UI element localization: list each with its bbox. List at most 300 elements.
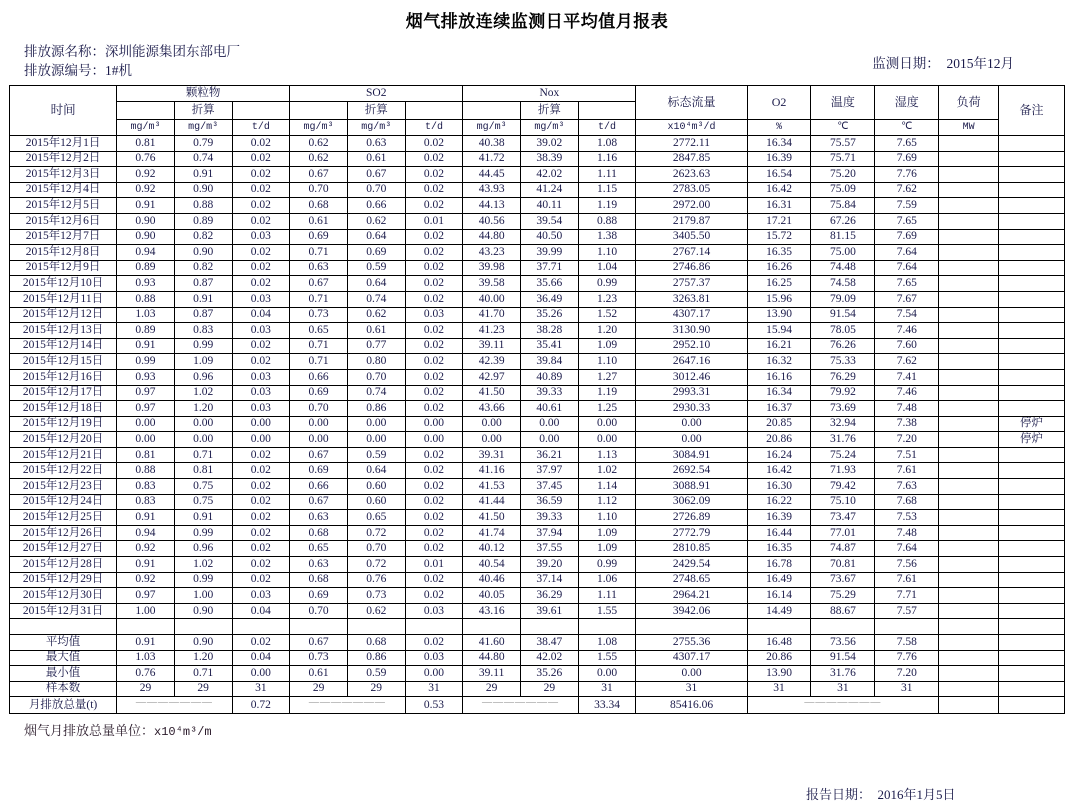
cell-load [939, 213, 999, 229]
cell-nox-raw: 0.00 [463, 416, 521, 432]
cell-flow: 2179.87 [636, 213, 747, 229]
cell-pm-raw: 0.00 [117, 416, 175, 432]
summary-cell-remark [998, 635, 1064, 651]
cell-nox-raw: 40.54 [463, 557, 521, 573]
cell-nox-raw: 43.23 [463, 245, 521, 261]
footnote-label: 烟气月排放总量单位： [24, 723, 155, 739]
cell-load [939, 510, 999, 526]
cell-flow: 3062.09 [636, 494, 747, 510]
summary-cell-flow: 31 [636, 681, 747, 697]
cell-pm-converted: 0.87 [174, 276, 232, 292]
cell-so2-raw: 0.63 [290, 260, 348, 276]
cell-load [939, 401, 999, 417]
cell-o2: 16.78 [747, 557, 811, 573]
cell-temperature: 75.00 [811, 245, 875, 261]
total-nox-td: 33.34 [578, 697, 636, 714]
cell-pm-converted: 0.91 [174, 510, 232, 526]
cell-nox-td: 1.38 [578, 229, 636, 245]
cell-o2: 13.90 [747, 307, 811, 323]
cell-nox-converted: 35.66 [521, 276, 579, 292]
cell-remark: 停炉 [998, 416, 1064, 432]
cell-remark [998, 401, 1064, 417]
cell-nox-converted: 39.84 [521, 354, 579, 370]
cell-load [939, 307, 999, 323]
cell-date: 2015年12月17日 [10, 385, 117, 401]
cell-temperature: 71.93 [811, 463, 875, 479]
summary-cell-nox-raw: 41.60 [463, 635, 521, 651]
summary-row [10, 681, 1065, 697]
table-row [10, 213, 1065, 229]
cell-load [939, 354, 999, 370]
cell-nox-td: 0.88 [578, 213, 636, 229]
cell-humidity: 7.20 [875, 432, 939, 448]
cell-remark [998, 276, 1064, 292]
cell-nox-converted: 35.41 [521, 338, 579, 354]
cell-temperature: 73.69 [811, 401, 875, 417]
cell-temperature: 76.26 [811, 338, 875, 354]
cell-so2-td: 0.02 [405, 494, 463, 510]
cell-so2-converted: 0.74 [347, 385, 405, 401]
subheader-nox-raw [463, 102, 521, 120]
table-row [10, 557, 1065, 573]
cell-load [939, 276, 999, 292]
cell-pm-raw: 0.91 [117, 510, 175, 526]
cell-remark [998, 525, 1064, 541]
summary-cell-so2-raw: 0.73 [290, 650, 348, 666]
spacer-cell [405, 619, 463, 635]
cell-nox-raw: 41.72 [463, 151, 521, 167]
cell-date: 2015年12月26日 [10, 525, 117, 541]
cell-pm-converted: 0.90 [174, 245, 232, 261]
cell-temperature: 88.67 [811, 603, 875, 619]
cell-remark [998, 229, 1064, 245]
cell-pm-td: 0.03 [232, 323, 290, 339]
cell-temperature: 75.20 [811, 167, 875, 183]
cell-so2-raw: 0.70 [290, 603, 348, 619]
cell-temperature: 75.29 [811, 588, 875, 604]
cell-pm-raw: 0.92 [117, 167, 175, 183]
cell-flow: 2623.63 [636, 167, 747, 183]
cell-pm-td: 0.02 [232, 354, 290, 370]
cell-so2-td: 0.02 [405, 572, 463, 588]
summary-cell-flow: 0.00 [636, 666, 747, 682]
cell-so2-raw: 0.62 [290, 136, 348, 152]
cell-so2-raw: 0.62 [290, 151, 348, 167]
cell-nox-td: 1.25 [578, 401, 636, 417]
cell-humidity: 7.62 [875, 182, 939, 198]
cell-nox-td: 1.10 [578, 245, 636, 261]
cell-nox-converted: 0.00 [521, 416, 579, 432]
summary-cell-flow: 4307.17 [636, 650, 747, 666]
unit-o2: % [747, 120, 811, 136]
cell-load [939, 385, 999, 401]
cell-remark [998, 167, 1064, 183]
cell-so2-td: 0.02 [405, 182, 463, 198]
cell-pm-converted: 0.79 [174, 136, 232, 152]
cell-nox-raw: 39.98 [463, 260, 521, 276]
summary-cell-humidity: 31 [875, 681, 939, 697]
cell-pm-td: 0.02 [232, 182, 290, 198]
footnote [0, 720, 1074, 739]
cell-temperature: 74.87 [811, 541, 875, 557]
cell-flow: 2952.10 [636, 338, 747, 354]
source-id-value: 1#机 [105, 63, 132, 78]
cell-so2-td: 0.03 [405, 603, 463, 619]
cell-nox-td: 1.08 [578, 136, 636, 152]
cell-pm-raw: 0.97 [117, 588, 175, 604]
table-row [10, 198, 1065, 214]
subheader-nox-converted: 折算 [521, 102, 579, 120]
table-row [10, 494, 1065, 510]
cell-nox-raw: 40.56 [463, 213, 521, 229]
cell-so2-raw: 0.65 [290, 323, 348, 339]
summary-cell-nox-raw: 29 [463, 681, 521, 697]
cell-temperature: 32.94 [811, 416, 875, 432]
summary-row [10, 635, 1065, 651]
cell-nox-raw: 41.16 [463, 463, 521, 479]
cell-so2-converted: 0.67 [347, 167, 405, 183]
cell-o2: 16.16 [747, 369, 811, 385]
summary-cell-load [939, 666, 999, 682]
cell-so2-td: 0.02 [405, 276, 463, 292]
cell-pm-td: 0.02 [232, 525, 290, 541]
cell-load [939, 369, 999, 385]
cell-pm-raw: 0.91 [117, 198, 175, 214]
cell-flow: 3088.91 [636, 479, 747, 495]
summary-cell-so2-raw: 0.61 [290, 666, 348, 682]
summary-cell-pm-raw: 0.76 [117, 666, 175, 682]
summary-cell-so2-raw: 0.67 [290, 635, 348, 651]
cell-so2-converted: 0.70 [347, 541, 405, 557]
cell-nox-td: 1.14 [578, 479, 636, 495]
summary-label: 最小值 [10, 666, 117, 682]
summary-cell-nox-td: 0.00 [578, 666, 636, 682]
cell-pm-td: 0.02 [232, 276, 290, 292]
table-row [10, 136, 1065, 152]
cell-pm-raw: 0.83 [117, 479, 175, 495]
cell-pm-raw: 0.93 [117, 369, 175, 385]
cell-o2: 20.85 [747, 416, 811, 432]
table-row [10, 447, 1065, 463]
cell-flow: 3012.46 [636, 369, 747, 385]
summary-cell-so2-converted: 29 [347, 681, 405, 697]
table-row [10, 603, 1065, 619]
cell-pm-converted: 1.00 [174, 588, 232, 604]
emission-report-table [9, 85, 1065, 714]
cell-date: 2015年12月24日 [10, 494, 117, 510]
cell-flow: 3130.90 [636, 323, 747, 339]
summary-cell-so2-td: 31 [405, 681, 463, 697]
cell-pm-td: 0.02 [232, 479, 290, 495]
header-temperature: 温度 [811, 86, 875, 120]
cell-load [939, 338, 999, 354]
cell-humidity: 7.69 [875, 229, 939, 245]
cell-so2-td: 0.00 [405, 432, 463, 448]
cell-nox-td: 1.16 [578, 151, 636, 167]
cell-load [939, 229, 999, 245]
summary-cell-remark [998, 666, 1064, 682]
cell-pm-td: 0.03 [232, 369, 290, 385]
cell-nox-raw: 44.45 [463, 167, 521, 183]
cell-pm-raw: 0.92 [117, 182, 175, 198]
cell-o2: 16.37 [747, 401, 811, 417]
cell-so2-td: 0.02 [405, 323, 463, 339]
summary-cell-temperature: 91.54 [811, 650, 875, 666]
cell-nox-raw: 41.53 [463, 479, 521, 495]
cell-date: 2015年12月13日 [10, 323, 117, 339]
table-row [10, 416, 1065, 432]
cell-remark [998, 291, 1064, 307]
cell-pm-converted: 0.88 [174, 198, 232, 214]
cell-temperature: 67.26 [811, 213, 875, 229]
cell-temperature: 73.67 [811, 572, 875, 588]
cell-o2: 17.21 [747, 213, 811, 229]
table-row [10, 276, 1065, 292]
unit-pm-converted: mg/m³ [174, 120, 232, 136]
unit-nox-converted: mg/m³ [521, 120, 579, 136]
summary-cell-pm-td: 0.02 [232, 635, 290, 651]
cell-remark [998, 369, 1064, 385]
table-row [10, 151, 1065, 167]
cell-so2-td: 0.02 [405, 291, 463, 307]
summary-cell-pm-td: 0.00 [232, 666, 290, 682]
cell-nox-converted: 38.39 [521, 151, 579, 167]
cell-remark [998, 182, 1064, 198]
cell-flow: 2726.89 [636, 510, 747, 526]
group-header-row [10, 86, 1065, 102]
summary-cell-so2-td: 0.03 [405, 650, 463, 666]
cell-pm-td: 0.02 [232, 338, 290, 354]
summary-cell-so2-td: 0.00 [405, 666, 463, 682]
cell-remark: 停炉 [998, 432, 1064, 448]
cell-pm-converted: 0.99 [174, 525, 232, 541]
unit-so2-raw: mg/m³ [290, 120, 348, 136]
cell-humidity: 7.67 [875, 291, 939, 307]
summary-cell-temperature: 31.76 [811, 666, 875, 682]
cell-so2-converted: 0.64 [347, 229, 405, 245]
cell-so2-converted: 0.66 [347, 198, 405, 214]
cell-pm-td: 0.02 [232, 260, 290, 276]
header-nox: Nox [463, 86, 636, 102]
cell-pm-raw: 0.89 [117, 323, 175, 339]
summary-cell-temperature: 31 [811, 681, 875, 697]
cell-temperature: 74.58 [811, 276, 875, 292]
cell-nox-raw: 42.97 [463, 369, 521, 385]
cell-so2-td: 0.03 [405, 307, 463, 323]
cell-humidity: 7.46 [875, 385, 939, 401]
cell-nox-td: 1.06 [578, 572, 636, 588]
cell-pm-raw: 0.00 [117, 432, 175, 448]
cell-pm-raw: 0.97 [117, 401, 175, 417]
cell-so2-td: 0.02 [405, 385, 463, 401]
unit-nox-td: t/d [578, 120, 636, 136]
summary-cell-nox-converted: 38.47 [521, 635, 579, 651]
cell-so2-td: 0.01 [405, 213, 463, 229]
table-row [10, 307, 1065, 323]
cell-temperature: 74.48 [811, 260, 875, 276]
source-name-value: 深圳能源集团东部电厂 [105, 44, 240, 59]
cell-humidity: 7.61 [875, 463, 939, 479]
cell-nox-converted: 40.89 [521, 369, 579, 385]
cell-so2-raw: 0.63 [290, 557, 348, 573]
cell-nox-converted: 41.24 [521, 182, 579, 198]
cell-load [939, 525, 999, 541]
cell-humidity: 7.57 [875, 603, 939, 619]
cell-so2-td: 0.01 [405, 557, 463, 573]
cell-remark [998, 541, 1064, 557]
cell-nox-td: 1.15 [578, 182, 636, 198]
cell-so2-td: 0.02 [405, 136, 463, 152]
spacer-cell [636, 619, 747, 635]
cell-pm-converted: 0.96 [174, 369, 232, 385]
header-remark: 备注 [998, 86, 1064, 136]
cell-flow: 0.00 [636, 416, 747, 432]
cell-so2-converted: 0.62 [347, 603, 405, 619]
table-row [10, 385, 1065, 401]
table-row [10, 401, 1065, 417]
cell-load [939, 136, 999, 152]
cell-date: 2015年12月8日 [10, 245, 117, 261]
cell-o2: 16.54 [747, 167, 811, 183]
header-o2: O2 [747, 86, 811, 120]
cell-remark [998, 557, 1064, 573]
cell-date: 2015年12月23日 [10, 479, 117, 495]
cell-so2-td: 0.02 [405, 198, 463, 214]
cell-nox-converted: 37.71 [521, 260, 579, 276]
cell-humidity: 7.71 [875, 588, 939, 604]
cell-flow: 2772.79 [636, 525, 747, 541]
unit-so2-converted: mg/m³ [347, 120, 405, 136]
cell-date: 2015年12月5日 [10, 198, 117, 214]
cell-o2: 16.39 [747, 151, 811, 167]
cell-pm-raw: 0.97 [117, 385, 175, 401]
summary-cell-pm-converted: 1.20 [174, 650, 232, 666]
cell-nox-td: 1.04 [578, 260, 636, 276]
cell-temperature: 75.57 [811, 136, 875, 152]
cell-pm-converted: 0.75 [174, 494, 232, 510]
cell-pm-converted: 0.99 [174, 338, 232, 354]
cell-so2-raw: 0.71 [290, 354, 348, 370]
unit-load: MW [939, 120, 999, 136]
summary-cell-pm-td: 0.04 [232, 650, 290, 666]
cell-so2-converted: 0.59 [347, 260, 405, 276]
cell-humidity: 7.68 [875, 494, 939, 510]
cell-remark [998, 213, 1064, 229]
cell-nox-td: 1.09 [578, 525, 636, 541]
cell-humidity: 7.63 [875, 479, 939, 495]
summary-cell-so2-converted: 0.59 [347, 666, 405, 682]
cell-pm-raw: 0.99 [117, 354, 175, 370]
cell-date: 2015年12月14日 [10, 338, 117, 354]
unit-humidity: ℃ [875, 120, 939, 136]
cell-nox-converted: 36.49 [521, 291, 579, 307]
cell-pm-td: 0.02 [232, 510, 290, 526]
cell-date: 2015年12月31日 [10, 603, 117, 619]
cell-so2-raw: 0.67 [290, 494, 348, 510]
cell-load [939, 416, 999, 432]
cell-pm-td: 0.00 [232, 416, 290, 432]
cell-load [939, 541, 999, 557]
spacer-cell [232, 619, 290, 635]
cell-so2-converted: 0.62 [347, 213, 405, 229]
table-body [10, 136, 1065, 714]
cell-humidity: 7.65 [875, 213, 939, 229]
cell-o2: 16.26 [747, 260, 811, 276]
summary-cell-so2-converted: 0.86 [347, 650, 405, 666]
cell-flow: 2746.86 [636, 260, 747, 276]
cell-remark [998, 588, 1064, 604]
report-date [806, 784, 956, 803]
cell-humidity: 7.53 [875, 510, 939, 526]
table-row [10, 291, 1065, 307]
summary-cell-load [939, 650, 999, 666]
cell-pm-td: 0.03 [232, 291, 290, 307]
cell-so2-converted: 0.63 [347, 136, 405, 152]
cell-o2: 16.44 [747, 525, 811, 541]
cell-date: 2015年12月6日 [10, 213, 117, 229]
cell-pm-td: 0.00 [232, 432, 290, 448]
cell-so2-td: 0.02 [405, 479, 463, 495]
cell-load [939, 291, 999, 307]
cell-pm-td: 0.04 [232, 603, 290, 619]
cell-nox-raw: 0.00 [463, 432, 521, 448]
cell-humidity: 7.61 [875, 572, 939, 588]
cell-temperature: 76.29 [811, 369, 875, 385]
cell-date: 2015年12月18日 [10, 401, 117, 417]
cell-so2-td: 0.02 [405, 245, 463, 261]
cell-so2-raw: 0.68 [290, 525, 348, 541]
cell-temperature: 78.05 [811, 323, 875, 339]
cell-temperature: 75.33 [811, 354, 875, 370]
cell-remark [998, 307, 1064, 323]
cell-nox-raw: 41.44 [463, 494, 521, 510]
cell-so2-converted: 0.65 [347, 510, 405, 526]
cell-so2-td: 0.02 [405, 541, 463, 557]
cell-flow: 2964.21 [636, 588, 747, 604]
cell-nox-converted: 37.97 [521, 463, 579, 479]
cell-nox-td: 0.99 [578, 557, 636, 573]
cell-temperature: 75.71 [811, 151, 875, 167]
cell-date: 2015年12月2日 [10, 151, 117, 167]
summary-cell-pm-converted: 0.71 [174, 666, 232, 682]
cell-pm-td: 0.03 [232, 385, 290, 401]
summary-cell-so2-converted: 0.68 [347, 635, 405, 651]
cell-pm-raw: 0.81 [117, 447, 175, 463]
cell-remark [998, 198, 1064, 214]
cell-humidity: 7.69 [875, 151, 939, 167]
summary-cell-nox-raw: 39.11 [463, 666, 521, 682]
dash-separator: ——————— [135, 697, 213, 709]
cell-temperature: 77.01 [811, 525, 875, 541]
summary-cell-humidity: 7.58 [875, 635, 939, 651]
cell-so2-raw: 0.71 [290, 245, 348, 261]
cell-date: 2015年12月25日 [10, 510, 117, 526]
cell-humidity: 7.48 [875, 401, 939, 417]
cell-pm-raw: 0.93 [117, 276, 175, 292]
cell-flow: 2810.85 [636, 541, 747, 557]
cell-so2-raw: 0.66 [290, 369, 348, 385]
cell-humidity: 7.76 [875, 167, 939, 183]
cell-pm-td: 0.02 [232, 213, 290, 229]
cell-pm-raw: 0.88 [117, 463, 175, 479]
header-load: 负荷 [939, 86, 999, 120]
summary-cell-nox-converted: 42.02 [521, 650, 579, 666]
cell-pm-converted: 0.75 [174, 479, 232, 495]
cell-load [939, 479, 999, 495]
cell-o2: 16.34 [747, 136, 811, 152]
cell-nox-converted: 42.02 [521, 167, 579, 183]
summary-cell-so2-td: 0.02 [405, 635, 463, 651]
